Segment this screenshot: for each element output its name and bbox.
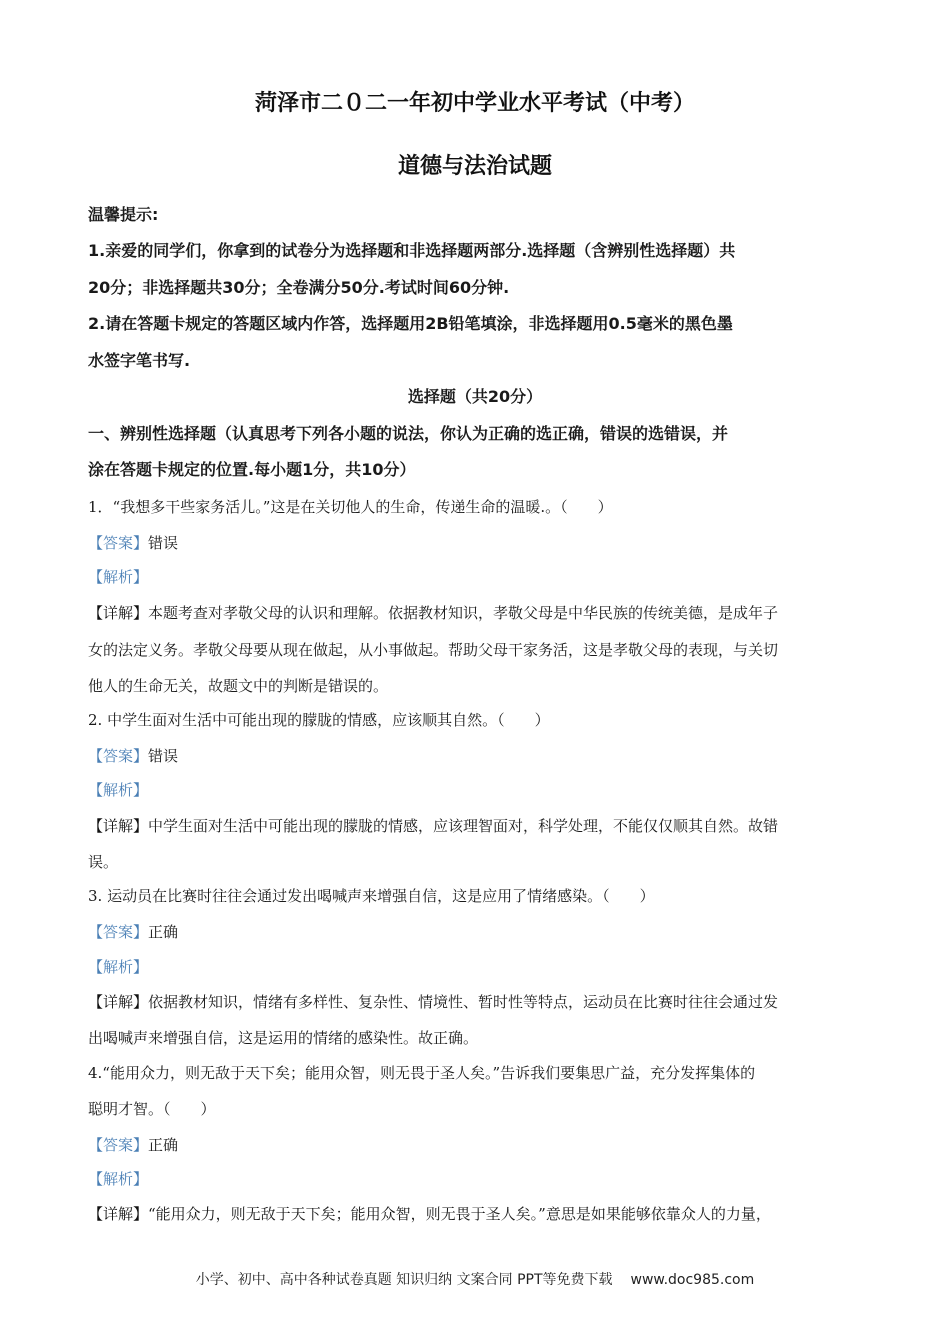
answer-label: 【答案】 <box>88 747 149 765</box>
section-title: 选择题（共20分） <box>407 387 543 406</box>
question-1-analysis <box>88 567 878 587</box>
detail-label: 【详解】 <box>88 604 149 622</box>
question-3-stem: 3. 运动员在比赛时往往会通过发出喝喊声来增强自信，这是应用了情绪感染。（ ） <box>88 887 655 905</box>
notice-heading: 温馨提示: <box>88 205 159 224</box>
answer-label: 【答案】 <box>88 1136 149 1154</box>
analysis-label: 【解析】 <box>88 781 149 799</box>
question-3-detail-line-2: 出喝喊声来增强自信，这是运用的情绪的感染性。故正确。 <box>88 1029 479 1047</box>
question-3-answer <box>88 922 878 942</box>
detail-label: 【详解】 <box>88 1205 149 1223</box>
question-2-detail-line-2: 误。 <box>88 853 119 871</box>
notice-item-1-line-1: 1.亲爱的同学们，你拿到的试卷分为选择题和非选择题两部分.选择题（含辨别性选择题）共 <box>88 241 736 260</box>
analysis-label: 【解析】 <box>88 568 149 586</box>
answer-value: 正确 <box>148 923 179 941</box>
question-3-detail-line-1: 【详解】依据教材知识，情绪有多样性、复杂性、情境性、暂时性等特点，运动员在比赛时往往会通过发 <box>88 993 779 1011</box>
detail-label: 【详解】 <box>88 993 149 1011</box>
question-1-answer <box>88 533 878 553</box>
answer-label: 【答案】 <box>88 534 149 552</box>
analysis-label: 【解析】 <box>88 1170 149 1188</box>
footer-text: 小学、初中、高中各种试卷真题 知识归纳 文案合同 PPT等免费下载 <box>195 1272 613 1288</box>
answer-value: 错误 <box>148 534 179 552</box>
answer-label: 【答案】 <box>88 923 149 941</box>
question-4-stem-line-2: 聪明才智。（ ） <box>88 1100 216 1118</box>
question-4-analysis <box>88 1169 878 1189</box>
notice-item-2-line-2: 水签字笔书写. <box>88 351 191 370</box>
question-2-analysis <box>88 780 878 800</box>
question-2-detail-line-1: 【详解】中学生面对生活中可能出现的朦胧的情感，应该理智面对，科学处理，不能仅仅顺其自然。故错 <box>88 817 779 835</box>
question-4-detail-line-1: 【详解】“能用众力，则无敌于天下矣；能用众智，则无畏于圣人矣。”意思是如果能够依靠众人的力量， <box>88 1205 771 1223</box>
page-footer <box>0 1269 950 1289</box>
question-1-detail-line-3: 他人的生命无关，故题文中的判断是错误的。 <box>88 677 389 695</box>
footer-url[interactable]: www.doc985.com <box>630 1272 755 1288</box>
question-1-detail-line-2: 女的法定义务。孝敬父母要从现在做起，从小事做起。帮助父母干家务活，这是孝敬父母的表现，与关切 <box>88 641 779 659</box>
question-4-answer <box>88 1135 878 1155</box>
question-2-answer <box>88 746 878 766</box>
answer-value: 正确 <box>148 1136 179 1154</box>
part-1-instructions-line-1: 一、辨别性选择题（认真思考下列各小题的说法，你认为正确的选正确，错误的选错误，并 <box>88 424 729 443</box>
question-4-stem-line-1: 4.“能用众力，则无敌于天下矣；能用众智，则无畏于圣人矣。”告诉我们要集思广益，充分发挥集体的 <box>88 1064 756 1082</box>
exam-title: 菏泽市二０二一年初中学业水平考试（中考） <box>254 91 695 116</box>
notice-item-2-line-1: 2.请在答题卡规定的答题区域内作答，选择题用2B铅笔填涂，非选择题用0.5毫米的黑色墨 <box>88 314 733 333</box>
answer-value: 错误 <box>148 747 179 765</box>
analysis-label: 【解析】 <box>88 958 149 976</box>
question-3-analysis <box>88 957 878 977</box>
detail-label: 【详解】 <box>88 817 149 835</box>
part-1-instructions-line-2: 涂在答题卡规定的位置.每小题1分，共10分） <box>88 460 416 479</box>
exam-subtitle: 道德与法治试题 <box>397 154 552 179</box>
notice-item-1-line-2: 20分；非选择题共30分；全卷满分50分.考试时间60分钟. <box>88 278 510 297</box>
question-2-stem: 2. 中学生面对生活中可能出现的朦胧的情感，应该顺其自然。（ ） <box>88 711 550 729</box>
question-1-detail-line-1: 【详解】本题考查对孝敬父母的认识和理解。依据教材知识，孝敬父母是中华民族的传统美德，是成年子 <box>88 604 779 622</box>
question-1-stem: 1．“我想多干些家务活儿。”这是在关切他人的生命，传递生命的温暖.。（ ） <box>88 498 613 516</box>
